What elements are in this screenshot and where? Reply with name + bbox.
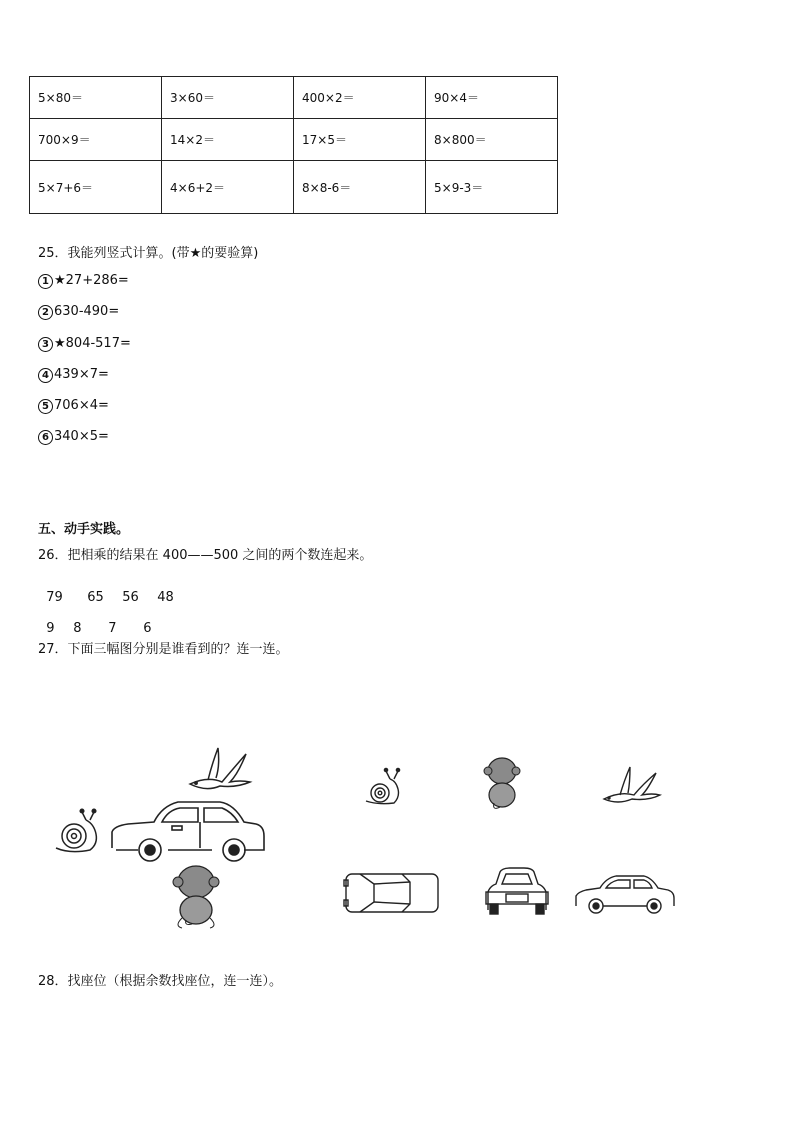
viewer-choices: [360, 755, 680, 815]
item-number: 6: [38, 430, 53, 445]
item-text: ★804-517=: [54, 336, 131, 351]
q25-item: [38, 304, 119, 320]
table-cell: 5×9-3＝: [426, 161, 558, 214]
item-text: ★27+286=: [54, 273, 129, 288]
item-text: 439×7=: [54, 367, 109, 382]
table-cell: 17×5＝: [294, 119, 426, 161]
monkey-back-icon: [484, 758, 520, 808]
item-number: 3: [38, 337, 53, 352]
q26-row-bottom: [38, 606, 152, 636]
q26-row-top: [38, 575, 174, 605]
car-views: [340, 860, 680, 920]
table-cell: 4×6+2＝: [162, 161, 294, 214]
scene-illustration: [50, 740, 290, 930]
swallow-icon: [190, 748, 250, 789]
q25-item: [38, 336, 131, 352]
table-cell: 400×2＝: [294, 77, 426, 119]
item-number: 4: [38, 368, 53, 383]
car-front-view-icon: [486, 868, 548, 914]
number-item: 8: [73, 621, 82, 636]
calc-table: [29, 76, 558, 214]
q25-item: [38, 429, 109, 445]
number-item: 65: [87, 590, 104, 605]
car-top-view-icon: [344, 874, 438, 912]
snail-icon: [56, 809, 96, 851]
item-number: 2: [38, 305, 53, 320]
number-item: 56: [122, 590, 139, 605]
q25-item: [38, 398, 109, 414]
item-text: 340×5=: [54, 429, 109, 444]
section-title: 五、动手实践。: [38, 522, 130, 537]
table-cell: 5×7+6＝: [30, 161, 162, 214]
item-number: 1: [38, 274, 53, 289]
table-cell: 8×800＝: [426, 119, 558, 161]
table-cell: 3×60＝: [162, 77, 294, 119]
number-item: 48: [157, 590, 174, 605]
table-cell: 8×8-6＝: [294, 161, 426, 214]
number-item: 6: [143, 621, 152, 636]
table-cell: 90×4＝: [426, 77, 558, 119]
item-text: 706×4=: [54, 398, 109, 413]
number-item: 79: [46, 590, 63, 605]
table-row: [30, 77, 558, 119]
number-item: 7: [108, 621, 117, 636]
q27-title: 27．下面三幅图分别是谁看到的？连一连。: [38, 642, 289, 657]
q25-title: 25．我能列竖式计算。(带★的要验算): [38, 246, 259, 261]
table-row: [30, 119, 558, 161]
car-side-icon: [112, 802, 264, 861]
swallow-icon: [604, 767, 660, 802]
table-cell: 5×80＝: [30, 77, 162, 119]
car-side-view-icon: [576, 876, 674, 913]
item-text: 630-490=: [54, 304, 120, 319]
table-cell: 14×2＝: [162, 119, 294, 161]
item-number: 5: [38, 399, 53, 414]
q25-item: [38, 367, 109, 383]
monkey-back-icon: [173, 866, 219, 928]
q26-title: 26．把相乘的结果在 400——500 之间的两个数连起来。: [38, 548, 373, 563]
table-row: [30, 161, 558, 214]
number-item: 9: [46, 621, 55, 636]
q28-title: 28．找座位（根据余数找座位，连一连）。: [38, 974, 283, 989]
snail-icon: [366, 768, 400, 803]
q25-item: [38, 273, 129, 289]
table-cell: 700×9＝: [30, 119, 162, 161]
